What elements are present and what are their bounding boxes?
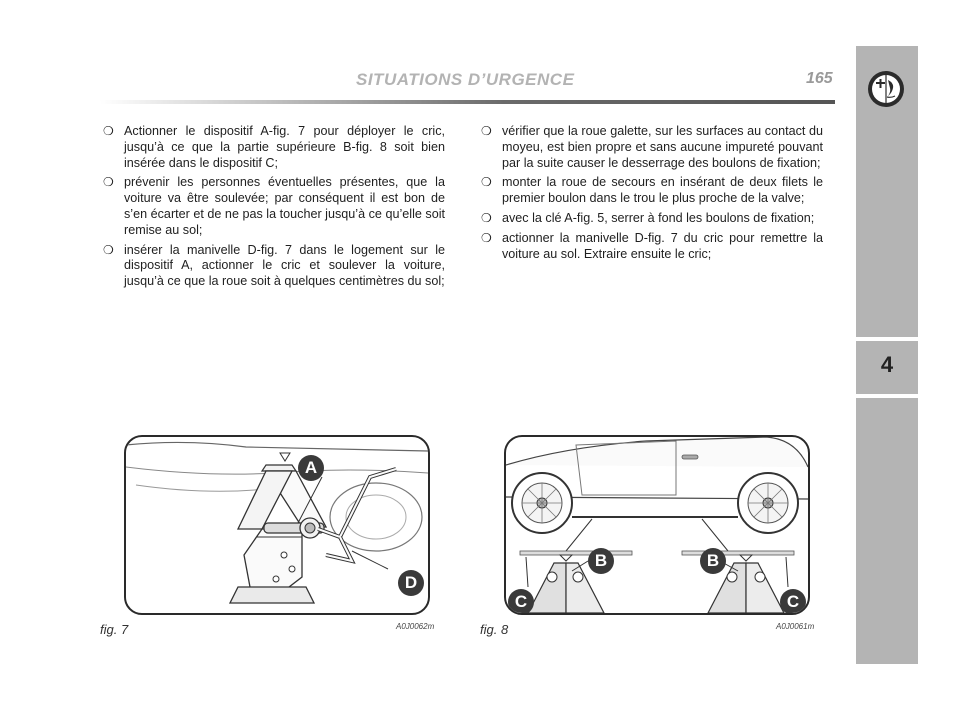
side-tab-divider — [856, 394, 918, 398]
header-rule — [100, 100, 835, 104]
page-number: 165 — [806, 70, 833, 87]
bullet-icon: ❍ — [481, 124, 492, 138]
chapter-number[interactable]: 4 — [880, 352, 894, 377]
side-tab-divider — [856, 337, 918, 341]
list-item-text: Actionner le dispositif A-fig. 7 pour déployer le cric, jusqu’à ce que la partie supérieure B-fig. 8 soit bien insérée dans le dispositif C; — [124, 124, 445, 170]
list-item — [478, 175, 823, 207]
bullet-icon: ❍ — [103, 175, 114, 190]
list-item-text: monter la roue de secours en insérant de deux filets le premier boulon dans le trou le plus proche de la valve; — [502, 175, 823, 206]
page-title: SITUATIONS D’URGENCE — [356, 70, 575, 89]
figure-7-label: fig. 7 — [100, 622, 129, 637]
jack-crank-drawing — [126, 437, 428, 613]
car-side-jack-drawing — [506, 437, 808, 613]
figure-8-code: A0J0061m — [776, 622, 815, 631]
figure-8-car-jack-points — [504, 435, 810, 615]
list-item — [100, 124, 445, 171]
bullet-icon: ❍ — [103, 124, 114, 138]
instructions-left-column — [100, 124, 445, 294]
alfa-romeo-logo-icon — [867, 70, 905, 108]
bullet-icon: ❍ — [481, 175, 492, 190]
list-item — [100, 175, 445, 238]
figure-7-code: A0J0062m — [396, 622, 435, 631]
list-item-text: avec la clé A-fig. 5, serrer à fond les boulons de fixation; — [502, 210, 815, 225]
callout-c: C — [508, 589, 534, 615]
list-item-text: vérifier que la roue galette, sur les surfaces au contact du moyeu, est bien propre et sans aucune impureté pouvant par la suite causer le desserrage des boulons de fixation; — [502, 124, 823, 170]
figure-7-jack-illustration — [124, 435, 430, 615]
list-item — [478, 211, 823, 227]
figure-8-label: fig. 8 — [480, 622, 509, 637]
list-item-text: insérer la manivelle D-fig. 7 dans le logement sur le dispositif A, actionner le cric et soulever la voiture, jusqu’à ce que la roue soit à quelques centimètres du sol; — [124, 242, 445, 289]
list-item — [478, 231, 823, 263]
bullet-icon: ❍ — [103, 242, 114, 257]
list-item — [478, 124, 823, 171]
list-item-text: prévenir les personnes éventuelles présentes, que la voiture va être soulevée; par conséquent il est bon de s’en écarter et de ne pas la toucher jusqu’à ce qu’elle soit remise au sol; — [124, 175, 445, 237]
callout-a: A — [298, 455, 324, 481]
bullet-icon: ❍ — [481, 210, 492, 225]
callout-b: B — [700, 548, 726, 574]
instructions-right-column — [478, 124, 823, 266]
callout-c: C — [780, 589, 806, 615]
callout-b: B — [588, 548, 614, 574]
list-item-text: actionner la manivelle D-fig. 7 du cric pour remettre la voiture au sol. Extraire ensuite le cric; — [502, 230, 823, 261]
callout-d: D — [398, 570, 424, 596]
list-item — [100, 243, 445, 290]
bullet-icon: ❍ — [481, 230, 492, 245]
